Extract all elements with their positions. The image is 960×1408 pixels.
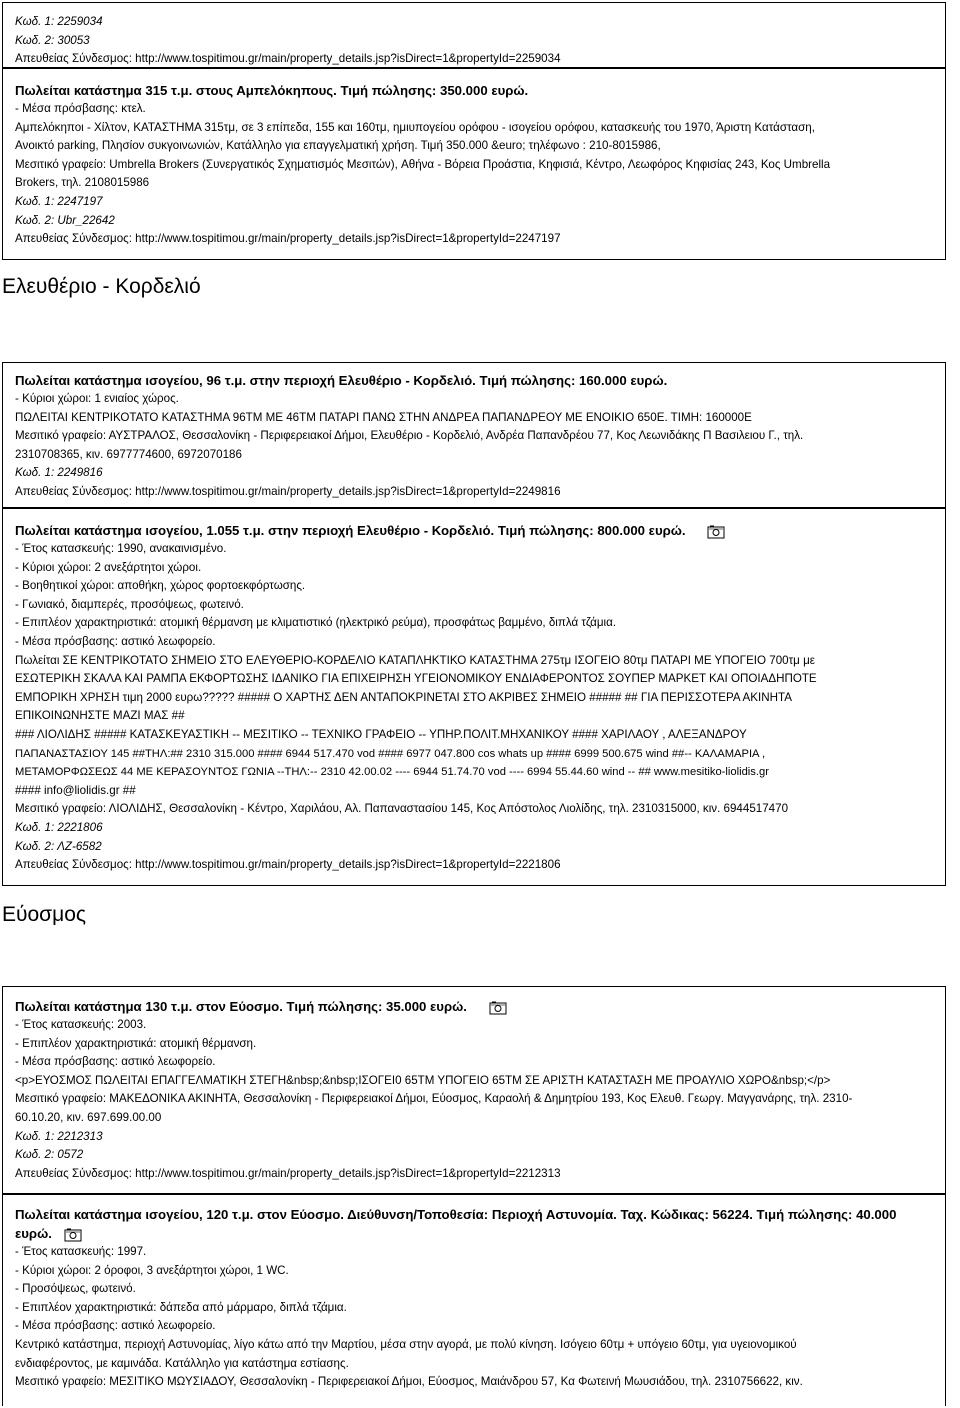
extra-features: - Επιπλέον χαρακτηριστικά: ατομική θέρμανση. <box>15 1036 257 1050</box>
code-1: Κωδ. 1: 2259034 <box>15 15 103 28</box>
description-line: ΕΣΩΤΕΡΙΚΗ ΣΚΑΛΑ ΚΑΙ ΡΑΜΠΑ ΕΚΦΟΡΤΩΣΗΣ ΙΔΑΝΙΚΟ ΓΙΑ ΕΠΙΧΕΙΡΗΣΗ ΥΓΕΙΟΝΟΜΙΚΟΥ ΕΝΔΙΑΦΕΡΟΝΤΟΣ ΣΟΥΠΕΡ ΜΑΡΚΕΤ ΚΑΙ ΟΠΟΙΑΔΗΠΟΤΕ <box>15 672 817 686</box>
agency-line: Μεσιτικό γραφείο: Umbrella Brokers (Συνεργατικός Σχηματισμός Μεσιτών), Αθήνα - Βόρεια Προάστια, Κηφισιά, Κέντρο, Λεωφόρος Κηφισίας 243, Κος Umbrella <box>15 157 831 171</box>
camera-icon[interactable] <box>489 1001 507 1015</box>
construction-year: - Έτος κατασκευής: 1990, ανακαινισμένο. <box>15 542 227 555</box>
direct-link[interactable]: Απευθείας Σύνδεσμος: http://www.tospitimou.gr/main/property_details.jsp?isDirect=1&propertyId=2249816 <box>15 484 561 498</box>
auxiliary-spaces: - Βοηθητικοί χώροι: αποθήκη, χώρος φορτοεκφόρτωσης. <box>15 579 306 593</box>
direct-link[interactable]: Απευθείας Σύνδεσμος: http://www.tospitimou.gr/main/property_details.jsp?isDirect=1&propertyId=2212313 <box>15 1166 561 1180</box>
section-title: Εύοσμος <box>2 903 87 926</box>
code-1: Κωδ. 1: 2249816 <box>15 466 103 480</box>
description-line: ### ΛΙΟΛΙΔΗΣ ##### ΚΑΤΑΣΚΕΥΑΣΤΙΚΗ -- ΜΕΣΙΤΙΚΟ -- ΤΕΧΝΙΚΟ ΓΡΑΦΕΙΟ -- ΥΠΗΡ.ΠΟΛΙΤ.ΜΗΧΑΝΙΚΟΥ #### ΧΑΡΙΛΑΟΥ , ΑΛΕΞΑΝΔΡΟΥ <box>15 727 747 741</box>
listing-heading[interactable]: Πωλείται κατάστημα 315 τ.μ. στους Αμπελόκηπους. Τιμή πώλησης: 350.000 ευρώ. <box>15 83 529 98</box>
listing-box-4 <box>2 508 946 886</box>
construction-year: - Έτος κατασκευής: 1997. <box>15 1245 147 1258</box>
description-line: ΠΑΠΑΝΑΣΤΑΣΙΟΥ 145 ##ΤΗΛ:## 2310 315.000 #### 6944 517.470 vod #### 6977 047.800 cos whats up #### 6999 500.675 wind ##-- ΚΑΛΑΜΑΡΙΑ , <box>15 747 766 760</box>
agency-line: Brokers, τηλ. 2108015986 <box>15 176 150 190</box>
extra-features: - Επιπλέον χαρακτηριστικά: δάπεδα από μάρμαρο, διπλά τζάμια. <box>15 1300 347 1314</box>
direct-link[interactable]: Απευθείας Σύνδεσμος: http://www.tospitimou.gr/main/property_details.jsp?isDirect=1&propertyId=2259034 <box>15 52 561 66</box>
listing-box-2 <box>2 68 946 260</box>
description-line: Πωλείται ΣΕ ΚΕΝΤΡΙΚΟΤΑΤΟ ΣΗΜΕΙΟ ΣΤΟ ΕΛΕΥΘΕΡΙΟ-ΚΟΡΔΕΛΙΟ ΚΑΤΑΠΛΗΚΤΙΚΟ ΚΑΤΑΣΤΗΜΑ 275τμ ΙΣΟΓΕΙΟ 80τμ ΠΑΤΑΡΙ ΜΕ ΥΠΟΓΕΙΟ 700τμ με <box>15 653 815 667</box>
listing-heading <box>15 521 933 540</box>
listing-heading <box>15 997 933 1016</box>
listing-box-1 <box>2 2 946 68</box>
description-line: ΜΕΤΑΜΟΡΦΩΣΕΩΣ 44 ΜΕ ΚΕΡΑΣΟΥΝΤΟΣ ΓΩΝΙΑ --ΤΗΛ:-- 2310 42.00.02 ---- 6944 51.74.70 vod ---- 6994 55.44.60 wind -- ## www.mesitiko-liolidis.gr <box>15 766 769 779</box>
listing-box-5 <box>2 986 946 1194</box>
code-1: Κωδ. 1: 2212313 <box>15 1129 103 1143</box>
listing-heading[interactable]: Πωλείται κατάστημα ισογείου, 120 τ.μ. στον Εύοσμο. Διεύθυνση/Τοποθεσία: Περιοχή Αστυνομία. Ταχ. Κώδικας: 56224. Τιμή πώλησης: 40.000 <box>15 1207 897 1222</box>
listing-heading[interactable]: Πωλείται κατάστημα ισογείου, 96 τ.μ. στην περιοχή Ελευθέριο - Κορδελιό. Τιμή πώλησης: 160.000 ευρώ. <box>15 373 668 388</box>
listing-box-3 <box>2 362 946 508</box>
description-line: #### info@liolidis.gr ## <box>15 783 136 797</box>
listing-heading-text[interactable]: ευρώ. <box>15 1226 52 1241</box>
section-title: Ελευθέριο - Κορδελιό <box>2 275 201 298</box>
direct-link[interactable]: Απευθείας Σύνδεσμος: http://www.tospitimou.gr/main/property_details.jsp?isDirect=1&propertyId=2221806 <box>15 858 561 872</box>
agency-line: 60.10.20, κιν. 697.699.00.00 <box>15 1110 162 1124</box>
features-line: - Προσόψεως, φωτεινό. <box>15 1282 136 1296</box>
code-2: Κωδ. 2: 30053 <box>15 33 90 47</box>
features-line: - Γωνιακό, διαμπερές, προσόψεως, φωτεινό. <box>15 597 244 611</box>
code-2: Κωδ. 2: ΛΖ-6582 <box>15 839 102 853</box>
access-means: - Μέσα πρόσβασης: κτελ. <box>15 102 146 115</box>
camera-icon[interactable] <box>64 1228 82 1242</box>
access-means: - Μέσα πρόσβασης: αστικό λεωφορείο. <box>15 1055 216 1069</box>
description-line: ενδιαφέροντος, με καμινάδα. Κατάλληλο για κατάστημα εστίασης. <box>15 1356 349 1370</box>
description-line: ΠΩΛΕΙΤΑΙ ΚΕΝΤΡΙΚΟΤΑΤΟ ΚΑΤΑΣΤΗΜΑ 96ΤΜ ΜΕ 46ΤΜ ΠΑΤΑΡΙ ΠΑΝΩ ΣΤΗΝ ΑΝΔΡΕΑ ΠΑΠΑΝΔΡΕΟΥ ΜΕ ΕΝΟΙΚΙΟ 650Ε. ΤΙΜΗ: 160000Ε <box>15 410 752 424</box>
listing-box-6 <box>2 1194 946 1406</box>
code-2: Κωδ. 2: 0572 <box>15 1148 84 1162</box>
code-1: Κωδ. 1: 2221806 <box>15 820 103 834</box>
access-means: - Μέσα πρόσβασης: αστικό λεωφορείο. <box>15 1319 216 1333</box>
direct-link[interactable]: Απευθείας Σύνδεσμος: http://www.tospitimou.gr/main/property_details.jsp?isDirect=1&propertyId=2247197 <box>15 232 561 246</box>
agency-line: Μεσιτικό γραφείο: ΜΑΚΕΔΟΝΙΚΑ ΑΚΙΝΗΤΑ, Θεσσαλονίκη - Περιφερειακοί Δήμοι, Εύοσμος, Καραολή & Δημητρίου 193, Κος Ελευθ. Γεωργ. Μαγγανάρης, τηλ. 2310- <box>15 1092 853 1106</box>
main-spaces: - Κύριοι χώροι: 2 όροφοι, 3 ανεξάρτητοι χώροι, 1 WC. <box>15 1263 289 1277</box>
extra-features: - Επιπλέον χαρακτηριστικά: ατομική θέρμανση με κλιματιστικό (ηλεκτρικό ρεύμα), προσφάτως βαμμένο, διπλά τζάμια. <box>15 616 617 630</box>
main-spaces: - Κύριοι χώροι: 2 ανεξάρτητοι χώροι. <box>15 560 202 574</box>
description-line: ΕΜΠΟΡΙΚΗ ΧΡΗΣΗ τιμη 2000 ευρω????? ##### Ο ΧΑΡΤΗΣ ΔΕΝ ΑΝΤΑΠΟΚΡΙΝΕΤΑΙ ΣΤΟ ΑΚΡΙΒΕΣ ΣΗΜΕΙΟ ##### ## ΓΙΑ ΠΕΡΙΣΣΟΤΕΡΑ ΑΚΙΝΗΤΑ <box>15 690 792 704</box>
code-2: Κωδ. 2: Ubr_22642 <box>15 213 115 227</box>
listing-heading-text[interactable]: Πωλείται κατάστημα 130 τ.μ. στον Εύοσμο. Τιμή πώλησης: 35.000 ευρώ. <box>15 999 467 1014</box>
description-line: <p>ΕΥΟΣΜΟΣ ΠΩΛΕΙΤΑΙ ΕΠΑΓΓΕΛΜΑΤΙΚΗ ΣΤΕΓΗ&nbsp;&nbsp;ΙΣΟΓΕΙ0 65ΤΜ ΥΠΟΓΕΙΟ 65ΤΜ ΣΕ ΑΡΙΣΤΗ ΚΑΤΑΣΤΑΣΗ ΜΕ ΠΡΟΑΥΛΙΟ ΧΩΡΟ&nbsp;</p> <box>15 1073 831 1087</box>
listing-heading-cont <box>15 1224 933 1243</box>
agency-line: 2310708365, κιν. 6977774600, 6972070186 <box>15 447 242 461</box>
description-line: Ανοικτό parking, Πλησίον συκγοινωνιών, Κατάλληλο για επαγγελματική χρήση. Τιμή 350.000 &euro; τηλέφωνο : 210-8015986, <box>15 139 661 153</box>
camera-icon[interactable] <box>707 525 725 539</box>
agency-line: Μεσιτικό γραφείο: ΜΕΣΙΤΙΚΟ ΜΩΥΣΙΑΔΟΥ, Θεσσαλονίκη - Περιφερειακοί Δήμοι, Εύοσμος, Μαιάνδρου 57, Κα Φωτεινή Μωυσιάδου, τηλ. 2310756622, κιν. <box>15 1375 803 1389</box>
listing-heading-text[interactable]: Πωλείται κατάστημα ισογείου, 1.055 τ.μ. στην περιοχή Ελευθέριο - Κορδελιό. Τιμή πώλησης: 800.000 ευρώ. <box>15 523 686 538</box>
code-1: Κωδ. 1: 2247197 <box>15 194 103 208</box>
description-line: Αμπελόκηποι - Χίλτον, ΚΑΤΑΣΤΗΜΑ 315τμ, σε 3 επίπεδα, 155 και 160τμ, ημιυπογείου ορόφου - ισογείου ορόφου, κατασκευής του 1970, Άριστη Κατάσταση, <box>15 120 815 134</box>
access-means: - Μέσα πρόσβασης: αστικό λεωφορείο. <box>15 634 216 648</box>
construction-year: - Έτος κατασκευής: 2003. <box>15 1018 147 1031</box>
agency-line: Μεσιτικό γραφείο: ΛΙΟΛΙΔΗΣ, Θεσσαλονίκη - Κέντρο, Χαριλάου, Αλ. Παπαναστασίου 145, Κος Απόστολος Λιολίδης, τηλ. 2310315000, κιν. 6944517470 <box>15 802 789 816</box>
description-line: Κεντρικό κατάστημα, περιοχή Αστυνομίας, λίγο κάτω από την Μαρτίου, μέσα στην αγορά, με πολύ κίνηση. Ισόγειο 60τμ + υπόγειο 60τμ, για υγειονομικού <box>15 1337 797 1351</box>
description-line: ΕΠΙΚΟΙΝΩΝΗΣΤΕ ΜΑΖΙ ΜΑΣ ## <box>15 709 185 723</box>
main-spaces: - Κύριοι χώροι: 1 ενιαίος χώρος. <box>15 392 179 405</box>
agency-line: Μεσιτικό γραφείο: ΑΥΣΤΡΑΛΟΣ, Θεσσαλονίκη - Περιφερειακοί Δήμοι, Ελευθέριο - Κορδελιό, Ανδρέα Παπανδρέου 77, Κος Λεωνιδάκης Π Βασιλειου Γ., τηλ. <box>15 429 804 443</box>
